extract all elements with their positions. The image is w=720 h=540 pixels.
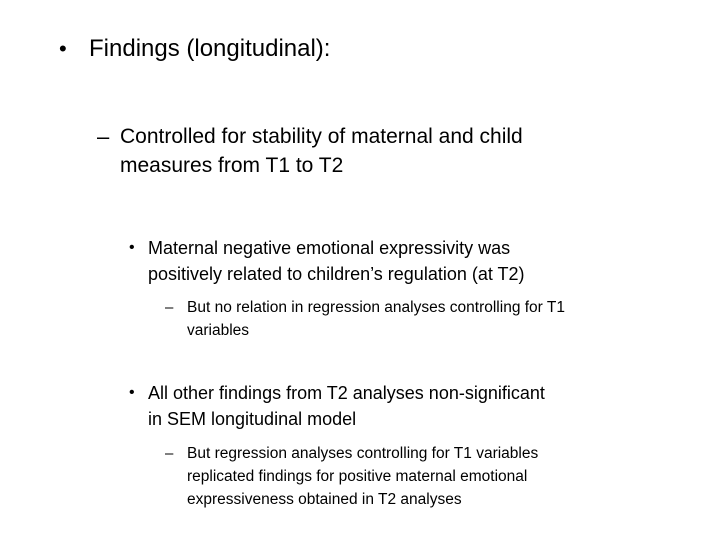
finding-1-line-2: positively related to children’s regulation (at T2) [148,264,525,284]
finding-1-sub-item [165,296,565,342]
control-note-text [120,122,523,180]
finding-1-sub-line-1: But no relation in regression analyses controlling for T1 [187,299,565,316]
finding-2-sub-text [187,442,538,511]
finding-2-sub-line-2: replicated findings for positive maternal emotional [187,468,528,485]
finding-2-sub-line-3: expressiveness obtained in T2 analyses [187,491,462,508]
heading-text: Findings (longitudinal): [89,35,331,62]
finding-2-sub-item [165,442,538,511]
control-note-line-2: measures from T1 to T2 [120,154,344,177]
heading-item [59,34,330,64]
bullet-dash: – [165,299,174,316]
finding-1-sub-text [187,296,565,342]
bullet-dot: • [129,384,135,401]
bullet-dash: – [97,124,110,149]
finding-1-line-1: Maternal negative emotional expressivity was [148,238,511,258]
bullet-dot: • [129,239,135,256]
finding-1-sub-line-2: variables [187,322,250,339]
bullet-dot: • [59,36,67,61]
finding-2-sub-line-1: But regression analyses controlling for T1 variables [187,445,539,462]
bullet-dash: – [165,445,174,462]
finding-2-item [129,380,545,432]
finding-2-line-2: in SEM longitudinal model [148,409,357,429]
finding-2-line-1: All other findings from T2 analyses non-significant [148,383,545,403]
finding-1-item [129,235,525,287]
finding-1-text [148,235,525,287]
control-note-line-1: Controlled for stability of maternal and child [120,125,523,148]
control-note-item [97,122,523,180]
finding-2-text [148,380,545,432]
